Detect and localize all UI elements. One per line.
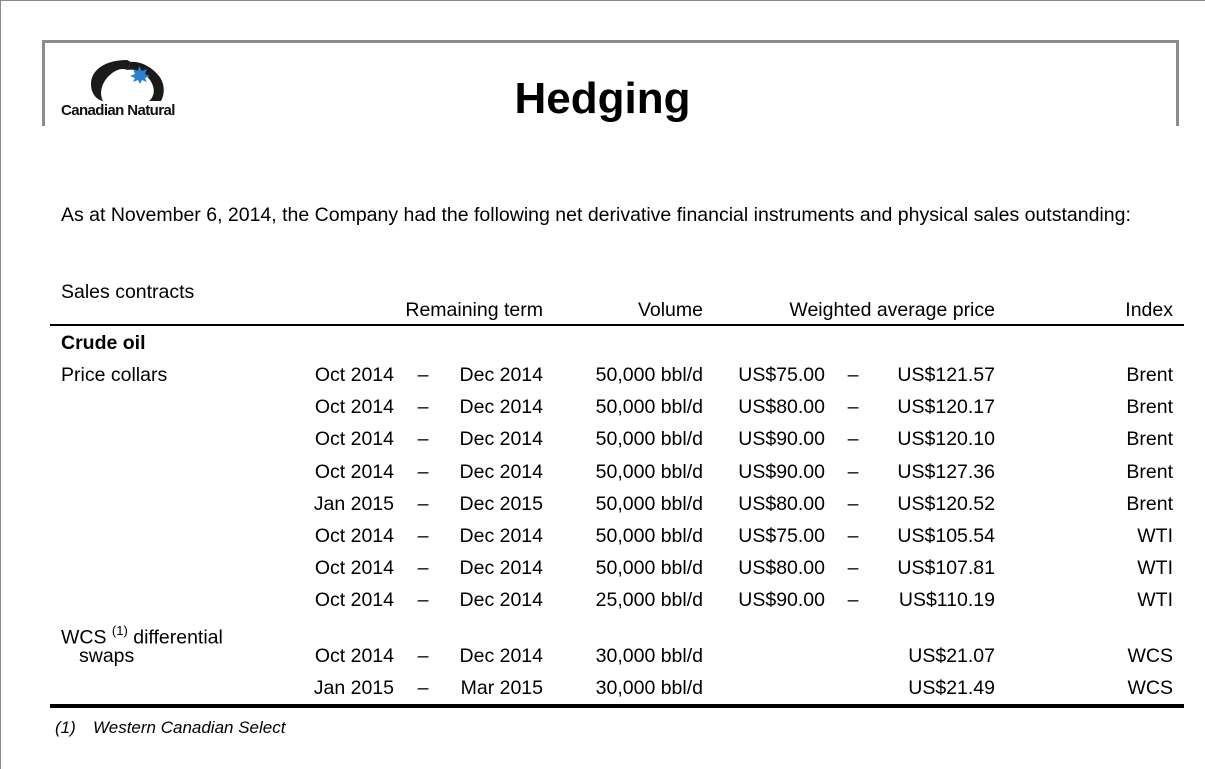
- row-price-high: US$121.57: [897, 364, 995, 386]
- row-volume: 50,000 bbl/d: [595, 557, 703, 579]
- price-dash: –: [847, 428, 859, 450]
- company-name: Canadian Natural: [61, 102, 175, 119]
- row-start: Jan 2015: [313, 493, 394, 515]
- row-end: Dec 2014: [459, 428, 543, 450]
- label-differential: differential: [133, 626, 223, 649]
- row-price-high: US$120.10: [897, 428, 995, 450]
- price-dash: –: [847, 525, 859, 547]
- row-price-low: US$75.00: [738, 364, 825, 386]
- row-end: Dec 2014: [459, 461, 543, 483]
- row-start: Jan 2015: [313, 677, 394, 699]
- header-remaining-term: Remaining term: [405, 299, 543, 321]
- price-dash: –: [847, 589, 859, 611]
- row-price-low: US$90.00: [738, 428, 825, 450]
- row-index: WCS: [1127, 645, 1173, 667]
- row-end: Dec 2014: [459, 525, 543, 547]
- row-end: Dec 2014: [459, 364, 543, 386]
- price-dash: –: [847, 364, 859, 386]
- row-index: Brent: [1126, 364, 1173, 386]
- term-dash: –: [417, 364, 429, 386]
- row-price-high: US$120.17: [897, 396, 995, 418]
- price-dash: –: [847, 493, 859, 515]
- row-index: Brent: [1126, 396, 1173, 418]
- row-volume: 50,000 bbl/d: [595, 461, 703, 483]
- term-dash: –: [417, 589, 429, 611]
- header-weighted-average-price: Weighted average price: [789, 299, 995, 321]
- term-dash: –: [417, 525, 429, 547]
- row-start: Oct 2014: [314, 557, 394, 579]
- row-start: Oct 2014: [314, 645, 394, 667]
- row-index: Brent: [1126, 461, 1173, 483]
- row-end: Dec 2014: [459, 645, 543, 667]
- row-price-high: US$127.36: [897, 461, 995, 483]
- label-wcs: WCS: [61, 626, 107, 649]
- row-index: WTI: [1137, 557, 1173, 579]
- price-dash: –: [847, 461, 859, 483]
- term-dash: –: [417, 557, 429, 579]
- row-start: Oct 2014: [314, 428, 394, 450]
- row-volume: 50,000 bbl/d: [595, 525, 703, 547]
- footnote: [55, 717, 285, 739]
- term-dash: –: [417, 493, 429, 515]
- row-end: Dec 2014: [459, 396, 543, 418]
- row-start: Oct 2014: [314, 525, 394, 547]
- row-volume: 30,000 bbl/d: [595, 677, 703, 699]
- group-crude-oil: Crude oil: [61, 332, 146, 354]
- term-dash: –: [417, 428, 429, 450]
- page-title: Hedging: [514, 74, 691, 123]
- row-index: WTI: [1137, 589, 1173, 611]
- row-volume: 50,000 bbl/d: [595, 364, 703, 386]
- row-end: Dec 2014: [459, 589, 543, 611]
- row-start: Oct 2014: [314, 396, 394, 418]
- term-dash: –: [417, 677, 429, 699]
- section-label: Sales contracts: [61, 281, 195, 303]
- row-index: Brent: [1126, 428, 1173, 450]
- intro-paragraph: As at November 6, 2014, the Company had the following net derivative financial instruments and physical sales outstanding:: [61, 204, 1131, 226]
- row-volume: 50,000 bbl/d: [595, 428, 703, 450]
- price-dash: –: [847, 557, 859, 579]
- row-index: WTI: [1137, 525, 1173, 547]
- footnote-text: Western Canadian Select: [93, 718, 286, 737]
- row-volume: 50,000 bbl/d: [595, 493, 703, 515]
- price-dash: –: [847, 396, 859, 418]
- row-price-low: US$75.00: [738, 525, 825, 547]
- row-price-high: US$120.52: [897, 493, 995, 515]
- row-price-low: US$80.00: [738, 557, 825, 579]
- row-start: Oct 2014: [314, 364, 394, 386]
- row-start: Oct 2014: [314, 461, 394, 483]
- row-end: Dec 2014: [459, 557, 543, 579]
- footnote-number: (1): [55, 718, 76, 737]
- label-price-collars: Price collars: [61, 364, 168, 386]
- term-dash: –: [417, 645, 429, 667]
- row-index: WCS: [1127, 677, 1173, 699]
- row-volume: 30,000 bbl/d: [595, 645, 703, 667]
- term-dash: –: [417, 461, 429, 483]
- footnote-reference: (1): [111, 623, 128, 638]
- row-price-low: US$90.00: [738, 589, 825, 611]
- row-start: Oct 2014: [314, 589, 394, 611]
- table-bottom-rule: [50, 704, 1184, 708]
- row-volume: 50,000 bbl/d: [595, 396, 703, 418]
- row-price-high: US$21.49: [908, 677, 995, 699]
- row-end: Dec 2015: [459, 493, 543, 515]
- header-volume: Volume: [637, 299, 703, 321]
- row-price-high: US$105.54: [897, 525, 995, 547]
- row-price-high: US$21.07: [908, 645, 995, 667]
- row-price-low: US$80.00: [738, 493, 825, 515]
- row-price-high: US$107.81: [897, 557, 995, 579]
- row-volume: 25,000 bbl/d: [595, 589, 703, 611]
- row-price-low: US$80.00: [738, 396, 825, 418]
- label-swaps: swaps: [79, 645, 135, 667]
- row-price-low: US$90.00: [738, 461, 825, 483]
- row-price-high: US$110.19: [898, 589, 995, 611]
- page-edge-top: [0, 0, 1205, 1]
- term-dash: –: [417, 396, 429, 418]
- row-index: Brent: [1126, 493, 1173, 515]
- header-rule: [50, 324, 1184, 326]
- header-index: Index: [1125, 299, 1173, 321]
- row-end: Mar 2015: [460, 677, 543, 699]
